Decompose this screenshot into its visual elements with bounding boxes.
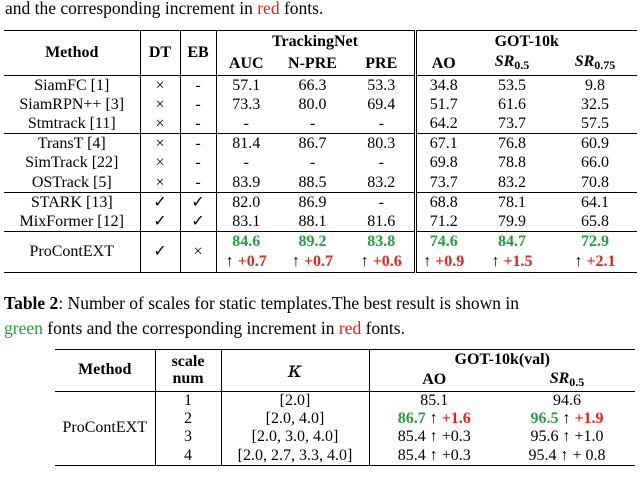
table-row — [4, 153, 637, 173]
ao-increment: +0.3 — [437, 446, 471, 464]
table-row — [4, 212, 637, 232]
value-cell: 83.9 — [216, 173, 276, 193]
dt-cell: × — [140, 75, 180, 95]
value-cell: - — [309, 154, 316, 172]
value-cell: - — [216, 114, 276, 134]
value-cell: 76.8 — [498, 135, 526, 152]
up-arrow-icon: ↑ — [429, 428, 438, 446]
increment-cell — [349, 251, 415, 272]
caption-text-end: fonts. — [279, 0, 324, 18]
value-cell: 83.1 — [216, 212, 276, 232]
sr-cell — [499, 428, 635, 447]
header-sr075 — [553, 52, 637, 76]
ao-value: 86.7 — [397, 409, 426, 427]
best-value-cell: 83.8 — [349, 231, 415, 251]
value-cell: 88.5 — [276, 173, 349, 193]
sr-cell — [499, 391, 635, 410]
kappa-cell: [2.0, 3.0, 4.0] — [221, 428, 369, 447]
value-cell: 57.5 — [553, 114, 637, 134]
value-cell: 65.8 — [553, 212, 637, 232]
caption2-text: fonts. — [361, 318, 405, 338]
table2-caption — [4, 291, 638, 341]
caption2-line1 — [4, 291, 638, 316]
value-cell: - — [243, 154, 249, 172]
method-cell: TransT [4] — [4, 134, 140, 154]
num-line: num — [172, 370, 204, 388]
dt-cell: × — [140, 134, 180, 154]
value-cell: 79.9 — [471, 212, 553, 232]
sr-cell — [499, 447, 635, 466]
best-value-cell: 72.9 — [581, 232, 609, 250]
caption2-text: : Number of scales for static templates.The best result is shown in — [58, 293, 520, 313]
value-cell: 78.1 — [498, 193, 526, 211]
eb-cell: - — [180, 75, 216, 95]
value-cell: 53.3 — [349, 75, 415, 95]
table2 — [55, 349, 635, 466]
sr-sub: 0.75 — [594, 57, 616, 72]
up-arrow-icon: ↑ — [423, 252, 432, 270]
t2-header-got: GOT-10k(val) — [369, 350, 635, 370]
value-cell: 73.7 — [415, 173, 471, 193]
table-row — [4, 114, 637, 134]
table-row — [55, 391, 635, 410]
value-cell: 61.6 — [498, 95, 526, 113]
table-row-ours — [4, 231, 637, 251]
sr-label: SR — [574, 52, 595, 70]
value-cell: 71.2 — [415, 212, 471, 232]
dt-cell: × — [140, 153, 180, 173]
kappa-cell: [2.0, 4.0] — [221, 410, 369, 429]
value-cell: 32.5 — [581, 95, 609, 113]
value-cell: 60.9 — [581, 135, 609, 152]
value-cell: 86.9 — [298, 193, 327, 211]
table-row — [4, 173, 637, 193]
sr-increment: + 0.8 — [568, 446, 606, 464]
kappa-cell: [2.0] — [221, 391, 369, 410]
dt-cell: × — [140, 114, 180, 134]
method-cell: SimTrack [22] — [4, 153, 140, 173]
increment-value: +0.7 — [233, 252, 267, 270]
table-row — [4, 75, 637, 95]
sr-label: SR — [494, 52, 515, 70]
scale-num-cell: 2 — [155, 410, 221, 429]
value-cell: 88.1 — [276, 212, 349, 232]
dt-cell: ✓ — [140, 192, 180, 212]
increment-cell — [415, 251, 471, 272]
header-method: Method — [4, 31, 140, 76]
best-value-cell: 84.7 — [498, 232, 526, 250]
value-cell: 78.8 — [498, 154, 526, 172]
header-dt: DT — [140, 31, 180, 76]
dt-cell: ✓ — [140, 212, 180, 232]
value-cell: 82.0 — [232, 193, 261, 211]
increment-value: +0.6 — [368, 252, 402, 270]
table-row — [4, 192, 637, 212]
method-cell: STARK [13] — [4, 192, 140, 212]
up-arrow-icon: ↑ — [562, 409, 571, 427]
value-cell: 66.0 — [581, 154, 609, 172]
value-cell: 53.5 — [498, 76, 526, 94]
ao-value: 85.4 — [397, 446, 426, 464]
header-got10k: GOT-10k — [415, 31, 637, 52]
increment-cell — [553, 251, 637, 272]
eb-cell: - — [180, 134, 216, 154]
value-cell: 51.7 — [429, 95, 458, 113]
value-cell: 68.8 — [429, 193, 458, 211]
value-cell: 81.6 — [349, 212, 415, 232]
scale-num-cell: 1 — [155, 391, 221, 410]
caption2-text: fonts and the corresponding increment in — [42, 318, 339, 338]
caption-red-word: red — [257, 0, 280, 18]
sr-value: 95.6 — [530, 428, 559, 446]
sr-sub: 0.5 — [569, 374, 585, 389]
value-cell: 86.7 — [298, 135, 327, 152]
value-cell: 70.8 — [553, 173, 637, 193]
t2-header-kappa: 𝜅 — [221, 350, 369, 392]
value-cell: 80.3 — [349, 134, 415, 154]
eb-cell: - — [180, 173, 216, 193]
value-cell: 83.2 — [349, 173, 415, 193]
caption2-line2 — [4, 316, 638, 341]
up-arrow-icon: ↑ — [360, 252, 369, 270]
method-cell: ProContEXT — [4, 231, 140, 272]
increment-cell — [276, 251, 349, 272]
eb-cell: ✓ — [180, 212, 216, 232]
ao-cell — [369, 410, 499, 429]
value-cell: 69.8 — [429, 154, 458, 172]
eb-cell: - — [180, 153, 216, 173]
table1 — [4, 30, 637, 273]
value-cell: - — [349, 114, 415, 134]
header-sr05 — [471, 52, 553, 76]
ao-value: 85.4 — [397, 428, 426, 446]
value-cell: 64.2 — [415, 114, 471, 134]
value-cell: 73.7 — [471, 114, 553, 134]
sr-increment: +1.9 — [570, 409, 604, 427]
value-cell: - — [349, 153, 415, 173]
header-pre: PRE — [349, 52, 415, 76]
value-cell: 73.3 — [232, 95, 261, 113]
method-cell: Stmtrack [11] — [4, 114, 140, 134]
t2-header-sr — [499, 370, 635, 392]
eb-cell: - — [180, 114, 216, 134]
up-arrow-icon: ↑ — [429, 409, 438, 427]
table2-body — [55, 391, 635, 465]
sr-cell — [499, 410, 635, 429]
t2-header-method: Method — [55, 350, 155, 392]
sr-value: 94.6 — [553, 391, 581, 409]
eb-cell: ✓ — [180, 192, 216, 212]
header-npre: N-PRE — [276, 52, 349, 76]
sr-value: 96.5 — [530, 409, 559, 427]
sr-sub: 0.5 — [514, 57, 530, 72]
header-trackingnet: TrackingNet — [216, 31, 415, 52]
scale-line: scale — [171, 353, 205, 371]
kappa-cell: [2.0, 2.7, 3.3, 4.0] — [221, 447, 369, 466]
t2-header-scale-num — [155, 350, 221, 392]
increment-value: +0.9 — [431, 252, 465, 270]
up-arrow-icon: ↑ — [491, 252, 500, 270]
value-cell: 66.3 — [298, 76, 327, 94]
sr-label: SR — [549, 369, 570, 387]
scale-num-cell: 4 — [155, 447, 221, 466]
scale-num-cell: 3 — [155, 428, 221, 447]
eb-cell: × — [180, 231, 216, 272]
value-cell: 83.2 — [471, 173, 553, 193]
caption2-red: red — [338, 318, 362, 338]
increment-value: +1.5 — [499, 252, 533, 270]
ao-increment: +0.3 — [437, 428, 471, 446]
value-cell: 34.8 — [429, 76, 458, 94]
t2-header-ao: AO — [369, 370, 499, 392]
table1-body — [4, 75, 637, 272]
eb-cell: - — [180, 95, 216, 115]
increment-cell — [471, 251, 553, 272]
ao-cell — [369, 447, 499, 466]
up-arrow-icon: ↑ — [574, 252, 583, 270]
increment-value: +2.1 — [582, 252, 616, 270]
caption2-green: green — [4, 318, 43, 338]
up-arrow-icon: ↑ — [560, 446, 569, 464]
up-arrow-icon: ↑ — [225, 252, 234, 270]
value-cell: 80.0 — [298, 95, 327, 113]
ao-cell — [369, 391, 499, 410]
up-arrow-icon: ↑ — [291, 252, 300, 270]
increment-cell — [216, 251, 276, 272]
ao-value: 85.1 — [420, 391, 449, 409]
value-cell: - — [276, 114, 349, 134]
method-cell: MixFormer [12] — [4, 212, 140, 232]
value-cell: 81.4 — [232, 135, 261, 152]
ao-cell — [369, 428, 499, 447]
ao-increment: +1.6 — [437, 409, 471, 427]
increment-value: +0.7 — [299, 252, 334, 270]
value-cell: 9.8 — [585, 76, 605, 94]
value-cell: 64.1 — [581, 193, 609, 211]
table1-caption-tail — [5, 0, 323, 18]
table-row — [4, 134, 637, 154]
best-value-cell: 84.6 — [232, 232, 261, 250]
dt-cell: × — [140, 173, 180, 193]
caption-text: and the corresponding increment in — [5, 0, 258, 18]
sr-value: 95.4 — [528, 446, 557, 464]
value-cell: 69.4 — [349, 95, 415, 115]
header-eb: EB — [180, 31, 216, 76]
dt-cell: ✓ — [140, 231, 180, 272]
method-cell: SiamFC [1] — [4, 75, 140, 95]
value-cell: 67.1 — [429, 135, 458, 152]
header-auc: AUC — [216, 52, 276, 76]
best-value-cell: 89.2 — [298, 232, 327, 250]
up-arrow-icon: ↑ — [429, 446, 438, 464]
value-cell: 57.1 — [232, 76, 261, 94]
method-cell: ProContEXT — [55, 391, 155, 465]
dt-cell: × — [140, 95, 180, 115]
sr-increment: +1.0 — [570, 428, 604, 446]
value-cell: - — [349, 192, 415, 212]
best-value-cell: 74.6 — [429, 232, 458, 250]
method-cell: OSTrack [5] — [4, 173, 140, 193]
table-row — [4, 95, 637, 115]
header-ao: AO — [415, 52, 471, 76]
method-cell: SiamRPN++ [3] — [4, 95, 140, 115]
up-arrow-icon: ↑ — [562, 428, 571, 446]
caption2-label: Table 2 — [4, 293, 59, 313]
